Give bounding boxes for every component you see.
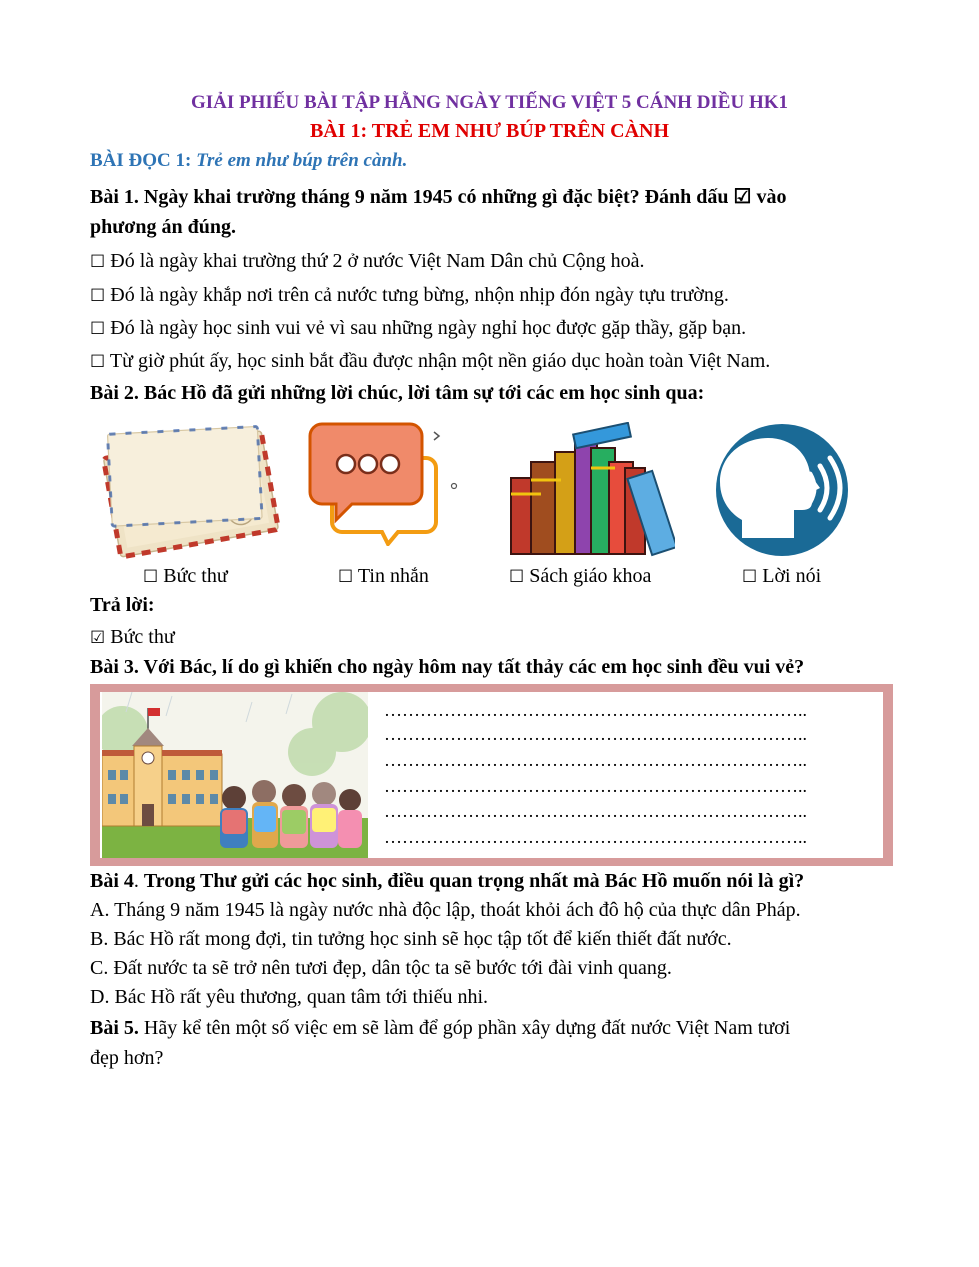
empty-checkbox-icon[interactable]: ☐	[338, 567, 354, 587]
bai4-dot: .	[133, 870, 144, 892]
checked-checkbox-icon: ☑	[90, 628, 106, 648]
bai4-option[interactable]: B. Bác Hồ rất mong đợi, tin tưởng học sinh sẽ học tập tốt để kiến thiết đất nước.	[90, 928, 732, 950]
dotted-answer-line[interactable]: ……………………………………………………………..	[384, 801, 807, 821]
answer-label: Trả lời:	[90, 594, 155, 616]
bai1-question-line1	[90, 184, 786, 209]
reading-title: Trẻ em như búp trên cành.	[196, 150, 408, 171]
chat-bubble-icon	[302, 418, 462, 546]
bai2-choice[interactable]	[338, 565, 429, 588]
dotted-answer-line[interactable]: ……………………………………………………………..	[384, 724, 807, 744]
dotted-answer-line[interactable]: ……………………………………………………………..	[384, 776, 807, 796]
empty-checkbox-icon[interactable]: ☐	[90, 319, 106, 339]
bai5-question-line2: đẹp hơn?	[90, 1047, 164, 1069]
bai2-choice[interactable]	[742, 565, 821, 588]
bai2-label: Bài 2.	[90, 382, 139, 404]
bai2-choice-label: Bức thư	[163, 565, 228, 587]
bai2-answer-text: Bức thư	[110, 626, 175, 648]
empty-checkbox-icon[interactable]: ☐	[742, 567, 758, 587]
bai2-question-text: Bác Hồ đã gửi những lời chúc, lời tâm sự tới các em học sinh qua:	[143, 382, 705, 404]
bai2-choice[interactable]	[143, 565, 228, 588]
speaking-head-icon	[706, 422, 862, 558]
bai2-answer	[90, 626, 175, 649]
bai1-option[interactable]	[90, 250, 645, 273]
dotted-answer-line[interactable]: ……………………………………………………………..	[384, 827, 807, 847]
bai5-question-text: Hãy kể tên một số việc em sẽ làm để góp phần xây dựng đất nước Việt Nam tươi	[143, 1017, 791, 1039]
bai4-question-text: Trong Thư gửi các học sinh, điều quan trọng nhất mà Bác Hồ muốn nói là gì?	[143, 870, 805, 892]
bai1-option[interactable]	[90, 317, 746, 340]
bai4-option[interactable]: D. Bác Hồ rất yêu thương, quan tâm tới thiếu nhi.	[90, 986, 489, 1008]
bai2-choice[interactable]	[509, 565, 651, 588]
empty-checkbox-icon[interactable]: ☐	[143, 567, 159, 587]
bai1-option[interactable]	[90, 350, 770, 373]
bai5-question-line1	[90, 1017, 790, 1040]
bai3-label: Bài 3.	[90, 656, 139, 678]
bai4-label: Bài 4	[90, 870, 134, 892]
bai3-question-text: Với Bác, lí do gì khiến cho ngày hôm nay tất thảy các em học sinh đều vui vẻ?	[143, 656, 805, 678]
empty-checkbox-icon[interactable]: ☐	[90, 352, 106, 372]
bai1-option-text: Đó là ngày khắp nơi trên cả nước tưng bừng, nhộn nhịp đón ngày tựu trường.	[110, 284, 729, 306]
envelope-icon	[98, 420, 284, 560]
bai2-choice-label: Sách giáo khoa	[529, 565, 652, 587]
bai3-question	[90, 656, 804, 679]
bai2-question	[90, 382, 704, 405]
dotted-answer-line[interactable]: ……………………………………………………………..	[384, 750, 807, 770]
bai4-option[interactable]: C. Đất nước ta sẽ trở nên tươi đẹp, dân tộc ta sẽ bước tới đài vinh quang.	[90, 957, 672, 979]
empty-checkbox-icon[interactable]: ☐	[90, 252, 106, 272]
worksheet-title: GIẢI PHIẾU BÀI TẬP HẰNG NGÀY TIẾNG VIỆT 5 CÁNH DIỀU HK1	[190, 92, 789, 113]
empty-checkbox-icon[interactable]: ☐	[90, 286, 106, 306]
bai2-choice-label: Lời nói	[762, 565, 822, 587]
bai1-question-text: Ngày khai trường tháng 9 năm 1945 có những gì đặc biệt? Đánh dấu ☑ vào	[143, 186, 787, 208]
bai5-label: Bài 5.	[90, 1017, 139, 1039]
reading-heading	[90, 150, 407, 172]
empty-checkbox-icon[interactable]: ☐	[509, 567, 525, 587]
bai1-label: Bài 1.	[90, 186, 139, 208]
lesson-title: BÀI 1: TRẺ EM NHƯ BÚP TRÊN CÀNH	[309, 120, 670, 142]
school-illustration	[102, 692, 368, 858]
bai1-option-text: Đó là ngày khai trường thứ 2 ở nước Việt Nam Dân chủ Cộng hoà.	[110, 250, 645, 272]
bai4-question	[90, 870, 804, 893]
bai1-question-line2: phương án đúng.	[90, 216, 236, 238]
bai1-option[interactable]	[90, 284, 729, 307]
bai2-choice-label: Tin nhắn	[357, 565, 429, 587]
dotted-answer-line[interactable]: ……………………………………………………………..	[384, 700, 807, 720]
books-icon	[505, 422, 675, 558]
reading-label: BÀI ĐỌC 1:	[90, 150, 197, 171]
bai1-option-text: Đó là ngày học sinh vui vẻ vì sau những ngày nghỉ học được gặp thầy, gặp bạn.	[110, 317, 747, 339]
bai1-option-text: Từ giờ phút ấy, học sinh bắt đầu được nhận một nền giáo dục hoàn toàn Việt Nam.	[109, 350, 771, 372]
bai4-option[interactable]: A. Tháng 9 năm 1945 là ngày nước nhà độc lập, thoát khỏi ách đô hộ của thực dân Pháp.	[90, 899, 801, 921]
